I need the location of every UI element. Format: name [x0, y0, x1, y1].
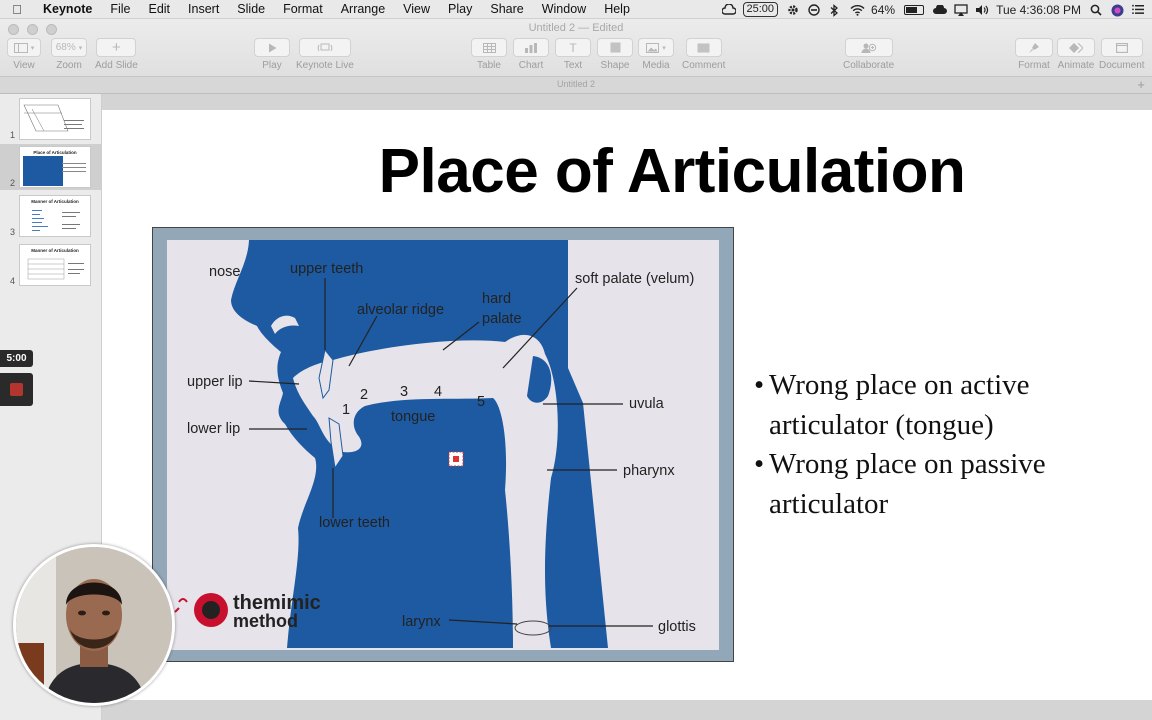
menubar-clock[interactable]: Tue 4:36:08 PM [996, 2, 1081, 17]
text-label: Text [563, 60, 583, 71]
paintbrush-icon[interactable] [1015, 38, 1053, 57]
slide-preview-title: Manner of Articulation [31, 248, 79, 253]
label-number-4: 4 [434, 384, 443, 400]
new-tab-button[interactable]: + [1137, 77, 1145, 92]
slide-thumbnail-1[interactable] [0, 96, 101, 142]
add-slide-label: Add Slide [95, 60, 138, 71]
slide-bullet-list[interactable] [754, 366, 1134, 524]
format-label: Format [1018, 60, 1050, 71]
slide-preview-drawing [20, 99, 91, 140]
menu-app[interactable]: Keynote [43, 2, 93, 16]
comment-label: Comment [682, 60, 726, 71]
zoom-select[interactable] [51, 38, 87, 57]
play-tool[interactable] [254, 38, 290, 71]
media-icon[interactable]: ▾ [638, 38, 674, 57]
zoom-label: Zoom [56, 60, 82, 71]
slide-preview [19, 98, 91, 140]
battery-icon[interactable] [904, 5, 924, 15]
add-slide-tool[interactable] [95, 38, 138, 71]
menu-file[interactable]: File [110, 2, 131, 16]
document-icon[interactable] [1101, 38, 1143, 57]
comment-tool[interactable] [682, 38, 725, 71]
label-hard-palate-2: palate [482, 311, 522, 327]
presenter-video [16, 547, 172, 703]
slide-preview [19, 146, 91, 188]
shape-label: Shape [600, 60, 630, 71]
slide-preview-title: Manner of Articulation [31, 199, 79, 204]
chart-label: Chart [518, 60, 544, 71]
slide-number: 3 [10, 227, 16, 237]
logo-text-top: themimic [233, 592, 321, 614]
battery-percent[interactable]: 64% [871, 2, 896, 17]
pomodoro-timer[interactable]: 25:00 [743, 2, 779, 17]
slide-preview [19, 195, 91, 237]
label-number-5: 5 [477, 394, 486, 410]
bullet-item[interactable] [754, 366, 1134, 445]
format-tool[interactable] [1015, 38, 1053, 71]
chart-tool[interactable] [513, 38, 549, 71]
bullet-text-line: Wrong place on active [769, 369, 1030, 401]
table-label: Table [477, 60, 501, 71]
stop-recording-button[interactable] [0, 373, 33, 406]
label-hard-palate-1: hard [482, 291, 512, 307]
label-glottis: glottis [658, 619, 696, 635]
creative-cloud-icon[interactable] [722, 4, 734, 16]
window-title: Untitled 2 — Edited [528, 22, 624, 34]
slide-preview-drawing [20, 206, 91, 236]
do-not-disturb-icon[interactable] [808, 4, 820, 16]
label-alveolar-ridge: alveolar ridge [357, 302, 445, 318]
status-area [722, 0, 1145, 19]
label-lower-teeth: lower teeth [319, 515, 390, 531]
slide-preview-diagram [23, 156, 63, 186]
selection-handle[interactable] [449, 452, 463, 466]
keynote-live-icon[interactable] [299, 38, 351, 57]
label-pharynx: pharynx [623, 463, 675, 479]
view-tool[interactable] [7, 38, 41, 71]
media-label: Media [642, 60, 670, 71]
vocal-tract-drawing [153, 228, 733, 661]
slide-preview-drawing [20, 255, 91, 285]
keynote-live-tool[interactable] [296, 38, 354, 71]
logo-text-bottom: method [233, 611, 298, 631]
label-number-3: 3 [400, 384, 409, 400]
menu-help[interactable]: Help [604, 2, 630, 16]
label-larynx: larynx [402, 614, 441, 630]
window-toolbar [0, 19, 1152, 94]
document-label: Document [1099, 60, 1145, 71]
tab-document-title[interactable]: Untitled 2 [556, 79, 596, 89]
menu-format[interactable]: Format [283, 2, 323, 16]
slide-number: 4 [10, 276, 16, 286]
zoom-value: 68% [55, 42, 76, 53]
keynote-live-label: Keynote Live [296, 60, 354, 71]
shape-icon[interactable] [597, 38, 633, 57]
bullet-text-line: Wrong place on passive [769, 448, 1046, 480]
animate-icon[interactable] [1057, 38, 1095, 57]
menu-insert[interactable]: Insert [188, 2, 220, 16]
menu-play[interactable]: Play [448, 2, 473, 16]
text-icon[interactable]: T [555, 38, 591, 57]
bullet-dot: • [754, 369, 765, 401]
slide-number: 1 [10, 130, 16, 140]
view-label: View [13, 60, 35, 71]
stop-icon [10, 383, 23, 396]
collaborate-tool[interactable] [843, 38, 894, 71]
animate-tool[interactable] [1057, 38, 1095, 71]
plus-icon[interactable]: + [96, 38, 136, 57]
airplay-icon[interactable] [954, 4, 966, 16]
tab-bar [0, 76, 1152, 93]
slide-thumbnail-2[interactable] [0, 144, 101, 190]
menu-edit[interactable]: Edit [148, 2, 171, 16]
collaborate-label: Collaborate [843, 60, 895, 71]
table-icon[interactable] [471, 38, 507, 57]
slide-thumbnail-4[interactable] [0, 242, 101, 288]
menu-slide[interactable]: Slide [237, 2, 266, 16]
bullet-text-line: articulator [769, 487, 889, 520]
media-tool[interactable] [638, 38, 674, 71]
bullet-dot: • [754, 448, 765, 480]
slide[interactable] [102, 110, 1152, 700]
recording-timer: 5:00 [0, 350, 33, 367]
label-soft-palate: soft palate (velum) [575, 271, 695, 287]
table-tool[interactable] [471, 38, 507, 71]
vocal-tract-diagram[interactable] [152, 227, 734, 662]
animate-label: Animate [1057, 60, 1095, 71]
slide-thumbnail-3[interactable] [0, 193, 101, 239]
label-lower-lip: lower lip [187, 421, 241, 437]
label-nose: nose [209, 264, 241, 280]
chevron-down-icon: ▾ [78, 44, 83, 52]
menu-view[interactable]: View [403, 2, 431, 16]
collaborate-icon[interactable] [845, 38, 893, 57]
slide-preview [19, 244, 91, 286]
wifi-icon[interactable] [850, 4, 862, 16]
volume-icon[interactable] [975, 4, 987, 16]
play-label: Play [262, 60, 282, 71]
shape-tool[interactable] [597, 38, 633, 71]
slide-title[interactable]: Place of Articulation [378, 137, 966, 206]
menu-window[interactable]: Window [541, 2, 587, 16]
label-uvula: uvula [629, 396, 664, 412]
spotlight-search-icon[interactable] [1090, 4, 1102, 16]
menu-arrange[interactable]: Arrange [340, 2, 386, 16]
comment-icon[interactable] [686, 38, 722, 57]
play-icon[interactable] [254, 38, 290, 57]
bullet-item[interactable] [754, 445, 1134, 524]
webcam-overlay[interactable] [13, 544, 175, 706]
bullet-text-line: articulator (tongue) [769, 408, 994, 441]
text-tool[interactable] [555, 38, 591, 71]
menubar [0, 0, 1152, 19]
chart-icon[interactable] [513, 38, 549, 57]
siri-icon[interactable] [1111, 4, 1123, 16]
label-tongue: tongue [391, 409, 436, 425]
document-tool[interactable] [1099, 38, 1145, 71]
gear-icon[interactable] [787, 4, 799, 16]
bluetooth-icon[interactable] [829, 4, 841, 16]
slide-number: 2 [10, 178, 16, 188]
menu-share[interactable]: Share [490, 2, 524, 16]
notification-center-icon[interactable] [1132, 4, 1144, 16]
zoom-tool[interactable] [51, 38, 87, 71]
slide-preview-title: Place of Articulation [33, 150, 77, 155]
cloud-icon[interactable] [933, 4, 945, 16]
apple-icon[interactable] [0, 2, 34, 17]
label-number-1: 1 [342, 402, 351, 418]
label-upper-teeth: upper teeth [290, 261, 364, 277]
label-number-2: 2 [360, 387, 369, 403]
label-upper-lip: upper lip [187, 374, 243, 390]
view-icon[interactable]: ▾ [7, 38, 41, 57]
slide-preview-lines [62, 163, 86, 175]
slide-canvas [102, 94, 1152, 720]
